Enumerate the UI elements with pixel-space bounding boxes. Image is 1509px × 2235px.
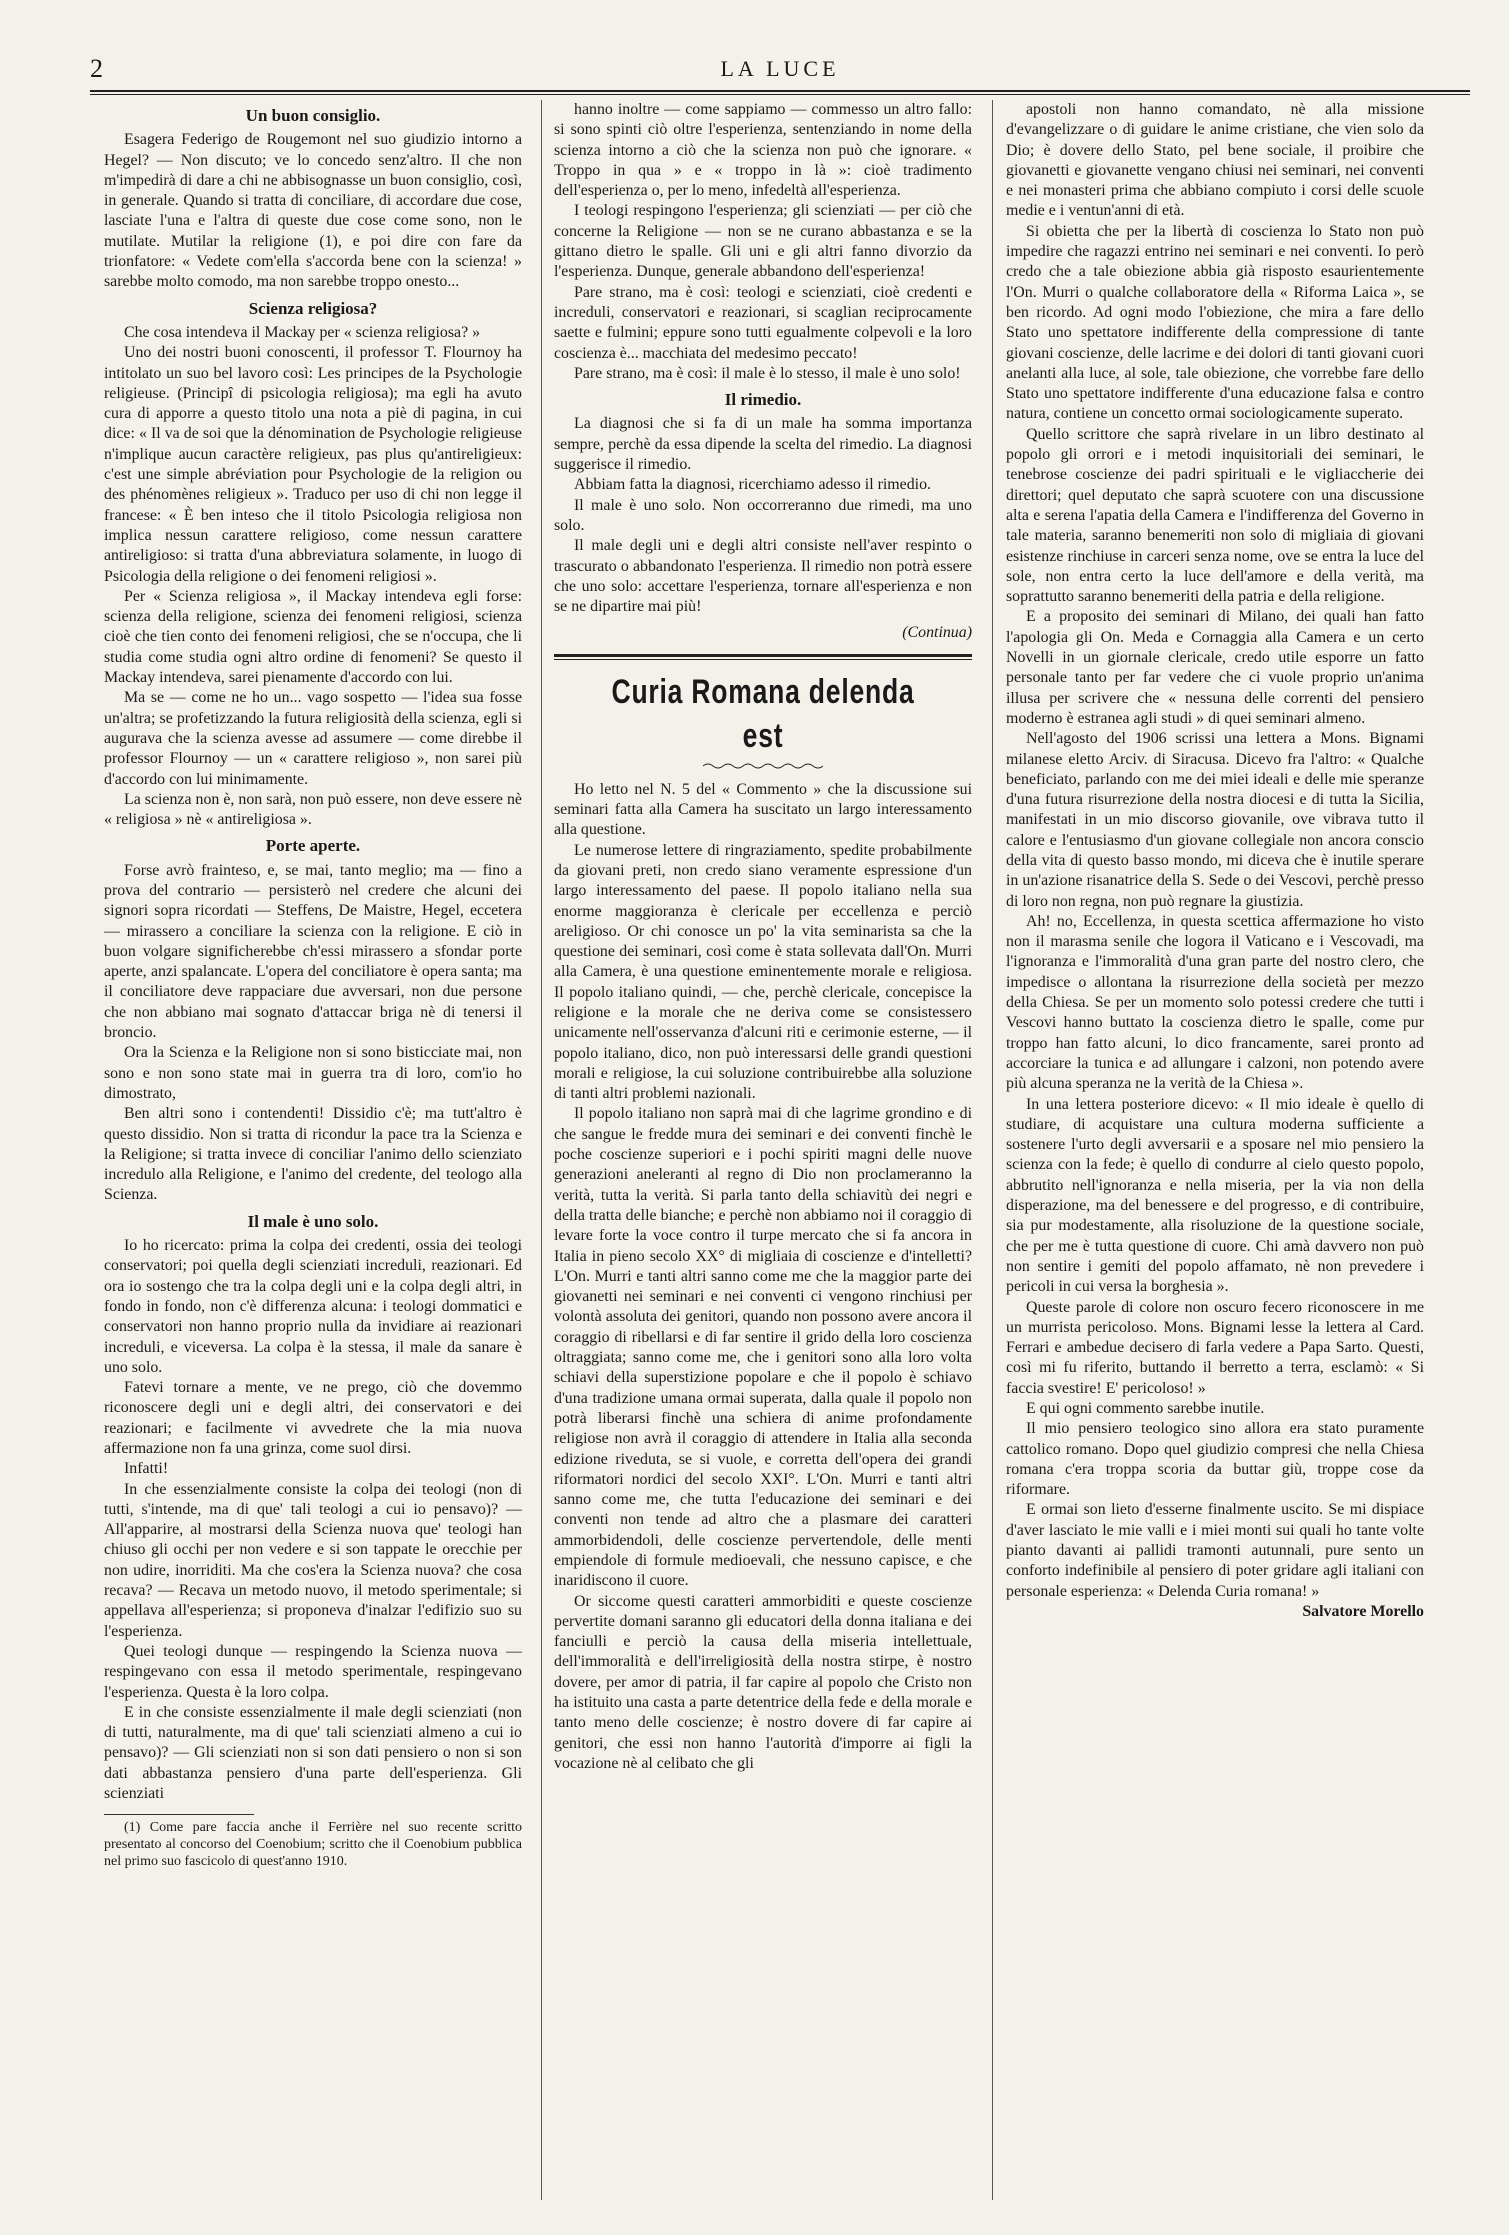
paragraph: Pare strano, ma è così: teologi e scienziati, cioè credenti e increduli, conservatori e reazionari, si scaglian reciprocamente saette e fulmini; eppure sono tutti egualmente colpevoli e la loro coscienza è... macchiata del medesimo peccato! [554,283,972,362]
paragraph: hanno inoltre — come sappiamo — commesso un altro fallo: si sono spinti ciò oltre l'esperienza, sentenziando in nome della scienza intorno a ciò che la scienza non può che ignorare. « Troppo in qua » e « troppo in là »: cioè tradimento dell'esperienza o, per lo meno, infedeltà all'esperienza. [554,101,972,200]
ornament-squiggle [703,762,823,770]
paragraph: Ma se — come ne ho un... vago sospetto — l'idea sua fosse un'altra; se profetizzando la futura religiosità della scienza, egli si augurava che la scienza avesse ad assumere — come direbbe il professor Flournoy — un « carattere religioso », non sarei più d'accordo con lui minimamente. [104,689,522,788]
article-divider [554,654,972,657]
section-heading: Un buon consiglio. [245,106,381,125]
section-heading: Scienza religiosa? [248,298,378,318]
paragraph: Per « Scienza religiosa », il Mackay intendeva egli forse: scienza della religione, scienza dei fenomeni religiosi, scienza cioè che tien conto dei fenomeni religiosi, che se n'occupa, che li studia come studia ogni altro ordine di fenomeni? Se questo il Mackay intendeva, sarei pienamente d'accordo con lui. [104,587,522,687]
page-number: 2 [90,54,103,83]
continued-note: (Continua) [902,624,972,642]
paragraph: In una lettera posteriore dicevo: « Il mio ideale è quello di studiare, di acquistare una cultura moderna sufficiente a sostenere l'urto degli avversarii e a sposare nel mio pensiero la scienza con la fede; è quello di condurre al cielo questo popolo, abbrutito nell'ignoranza e nella miseria, per la via non della disperazione, ma del benessere e del progresso, e di contribuire, sia pur modestamente, alla risoluzione de la questione sociale, che per me è tutta questione di cuore. Chi amà davvero non può non sentire i gemiti del popolo affamato, nè non prevedere i pericoli in cui versa la borghesia ». [1006,1095,1424,1296]
paragraph: Esagera Federigo de Rougemont nel suo giudizio intorno a Hegel? — Non discuto; ve lo concedo senz'altro. Il che non m'impedirà di dare a chi ne abbisognasse un buon consiglio, così, in generale. Quando si tratta di conciliare, di accordare due cose, lasciate l'una e l'altra di queste due cose come sono, non le mutilate. Mutilar la religione (1), e poi dire con fare da trionfatore: « Vedete com'ella s'accorda bene con la scienza! » sarebbe molto comodo, ma non sarebbe troppo onesto... [104,131,522,291]
paragraph: Ben altri sono i contendenti! Dissidio c'è; ma tutt'altro è questo dissidio. Non si tratta di ricondur la pace tra la Scienza e la Religione; si tratta invece di conciliar l'animo dello scienziato incredulo alla Religione, e l'animo del credente, del teologo alla Scienza. [104,1105,522,1204]
paragraph: Queste parole di colore non oscuro fecero riconoscere in me un murrista pericoloso. Mons. Bignami lesse la lettera al Card. Ferrari e ambedue decisero di farla vedere a Papa Sarto. Questi, così mi fu riferito, buttando il berretto a terra, esclamò: « Si faccia svestire! E' pericoloso! » [1006,1298,1424,1397]
author-signature: Salvatore Morello [1302,1602,1424,1620]
paragraph: Abbiam fatta la diagnosi, ricerchiamo adesso il rimedio. [574,476,931,494]
paragraph: E a proposito dei seminari di Milano, dei quali han fatto l'apologia gli On. Meda e Cornaggia alla Camera e un certo Novelli in un giornale clericale, credo utile esporre un fatto personale tanto per far vedere che ci vuole proprio un'anima illusa per scrivere che « nessuna delle correnti del pensiero moderno è estranea agli studi » di quei seminari almeno. [1006,608,1424,727]
paragraph: Ora la Scienza e la Religione non si sono bisticciate mai, non sono e non sono state mai in guerra tra di loro, com'io ho dimostrato, [104,1044,522,1102]
paragraph: Ho letto nel N. 5 del « Commento » che la discussione sui seminari fatta alla Camera ha suscitato un largo interessamento alla questione. [554,780,972,839]
paragraph: Forse avrò frainteso, e, se mai, tanto meglio; ma — fino a prova del contrario — persisterò nel credere che alcuni dei signori sopra ricordati — Steffens, De Maistre, Hegel, eccetera — mirassero a conciliare la scienza con la religione. E ciò in buon volgare significherebbe ch'essi mirassero a sfondar porte aperte, anzi spalancate. L'opera del conciliatore è opera santa; ma il conciliatore deve rappaciare due avversari, non due persone che non abbiano mai sognato d'attaccar briga nè di tenersi il broncio. [104,861,522,1042]
paragraph: Io ho ricercato: prima la colpa dei credenti, ossia dei teologi conservatori; poi quella degli scienziati increduli, reazionari. Ed ora io sostengo che tra la colpa degli uni e la colpa degli altri, in fondo in fondo, non c'è differenza alcuna: i teologi dommatici e conservatori non hanno proprio nulla da invidiare ai reazionari increduli, e viceversa. La colpa è la stessa, il male da sanare è uno solo. [104,1237,522,1376]
paragraph: Il popolo italiano non saprà mai di che lagrime grondino e di che sangue le fredde mura dei seminari e dei conventi finchè le poche coscienze superiori e i pochi spiriti magni delle nuove generazioni aneleranti al regno di Dio non proclameranno la verità, tutta la verità. Si parla tanto della schiavitù dei negri e della tratta delle bianche; e perchè non abbiamo noi il coraggio di levare forte la voce contro il turpe mercato che si fa ancora in Italia in pieno secolo XX° di migliaia di coscienze e d'intelletti? L'On. Murri e tanti altri sanno come me che la maggior parte dei giovanetti nei seminari e nei conventi ci vengono rinchiusi per volontà assoluta dei genitori, quando non possono avere ancora il coraggio di ribellarsi e di far sentire il grido della loro coscienza oltraggiata; sanno come me, che i genitori sono alla loro volta schiavi della superstizione popolare e che il popolo è schiavo d'una tradizione umana ormai superata, dalla quale il popolo non potrà liberarsi finchè una schiera di anime profondamente religiose non avrà il coraggio di attendere in Italia alla seconda edizione riveduta, se si vuole, e corretta dell'opera dei grandi riformatori nordici del secolo XXI°. L'On. Murri e tanti altri sanno come me, che tutta l'educazione dei seminari e dei conventi non tende ad altro che a plasmare dei caratteri ammorbidendoli, delle coscienze pervertendole, delle menti empiendole di formule medioevali, che nessuno capisce, e che inaridiscono il cuore. [554,1105,972,1590]
section-heading: Il rimedio. [724,390,802,410]
paragraph: Nell'agosto del 1906 scrissi una lettera a Mons. Bignami milanese eletto Arciv. di Siracusa. Dicevo fra l'altro: « Qualche beneficiato, parlando con me dei miei ideali e delle mie speranze d'una futura risurrezione della nostra diocesi e di tutta la Sicilia, manifestati in un mio discorso giovanile, ove vibrava tutto il calore e l'entusiasmo d'un giovane collegiale non ancora conscio della vita di questo basso mondo, mi diceva che è inutile sperare in un'azione risanatrice della S. Sede o dei Vescovi, perchè presso di loro non regna, non può regnare la giustizia. [1006,730,1424,910]
paragraph: Quei teologi dunque — respingendo la Scienza nuova — respingevano con essa il metodo sperimentale, respingevano l'esperienza. Questa è la loro colpa. [104,1642,522,1701]
footnote: (1) Come pare faccia anche il Ferrière nel suo recente scritto presentato al concorso del Coenobium; scritto che il Coenobium pubblica nel primo suo fascicolo di quest'anno 1910. [104,1820,522,1870]
paragraph: Il male degli uni e degli altri consiste nell'aver respinto o trascurato o abbandonato l'esperienza. Il rimedio non potrà essere che uno solo: accettare l'esperienza, tornare all'esperienza e non se ne dipartire mai più! [554,537,972,616]
paragraph: Il mio pensiero teologico sino allora era stato puramente cattolico romano. Dopo quel giudizio compresi che nella Chiesa romana c'era troppa scoria da buttar giù, troppe cose da riformare. [1006,1420,1424,1499]
section-heading: Porte aperte. [265,836,361,856]
header-rule-thin [90,94,1470,95]
paragraph: Si obietta che per la libertà di coscienza lo Stato non può impedire che ragazzi entrino nei seminari e nei conventi. Io però credo che a tale obiezione abbia già risposto esaurientemente l'On. Murri o qualche collaboratore della « Riforma Laica », se ben ricordo. Ad ogni modo l'obiezione, che mira a fare dello Stato uno spettatore indifferente della compressione di tante giovani coscienze, delle lacrime e dei dolori di tanti giovani cuori anelanti alla luce, al sole, tale obiezione, che vorrebbe fare dello Stato uno spettatore indifferente d'una educazione falsa e contro natura, contiene un concetto ormai sociologicamente superato. [1006,222,1424,423]
footnote-rule [104,1814,254,1815]
column-divider [541,100,542,2200]
column-1 [104,100,522,2225]
paragraph: Pare strano, ma è così: il male è lo stesso, il male è uno solo! [574,364,961,382]
page-header [90,50,1470,90]
paragraph: Il male è uno solo. Non occorreranno due rimedi, ma uno solo. [554,496,972,534]
paragraph: Uno dei nostri buoni conoscenti, il professor T. Flournoy ha intitolato un suo bel lavoro così: Les principes de la Psychologie religieuse. (Principî di psicologia religiosa); ma egli ha avuto cura di apporre a questo titolo una nota a piè di pagina, in cui dice: « Il va de soi que la dénomination de Psychologie religieuse n'implique aucun caractère religieux, pas plus qu'antireligieux: c'est une simple abréviation pour Psychologie de la religion ou des phénomènes religieux ». Traduco per uso di chi non legge il francese: « È ben inteso che il titolo Psicologia religiosa non implica nessun carattere religioso, come nessun carattere antireligioso: si tratta d'una abbreviatura solamente, in luogo di Psicologia della religione o dei fenomeni religiosi ». [104,344,522,585]
column-divider [992,100,993,2200]
masthead-title: LA LUCE [720,56,840,81]
paragraph: apostoli non hanno comandato, nè alla missione d'evangelizzare o di guidare le anime cristiane, che vien solo da Dio; è dovere dello Stato, pel bene sociale, il proibire che giovanetti e giovanette vengano chiusi nei seminari, nei conventi e nei monasteri prima che abbiano compiuto i corsi delle scuole medie e i ventun'anni di età. [1006,101,1424,220]
paragraph: In che essenzialmente consiste la colpa dei teologi (non di tutti, s'intende, ma di que' tali teologi a cui io pensavo)? — All'apparire, al mostrarsi della Scienza nuova que' teologi han chiuso gli occhi per non vedere e si son tappate le orecchie per non udire, inorriditi. Ma che cos'era la Scienza nuova? che cosa recava? — Recava un metodo nuovo, il metodo sperimentale; si appellava all'esperienza; si proponeva d'inalzar l'edifizio suo su l'esperienza. [104,1480,522,1640]
paragraph: Fatevi tornare a mente, ve ne prego, ciò che dovemmo riconoscere degli uni e degli altri, dei conservatori e dei reazionari; e facilmente vi avvedrete che la mia nuova affermazione non fa una grinza, come suol dirsi. [104,1379,522,1457]
paragraph: Quello scrittore che saprà rivelare in un libro destinato al popolo gli orrori e i metodi inquisitoriali dei seminari, le tenebrose coscienze dei padri spirituali e le vigliaccherie dei direttori; quel deputato che saprà scuotere con una discussione alta e serena l'apatia della Camera e l'indifferenza del Governo in tale materia, saranno benemeriti non solo di migliaia di giovani esistenze rinchiuse in carceri senza nome, ove se entra la luce del sole, non entra certo la luce dell'amore e della verità, ma soprattutto saranno benemeriti della patria e della religione. [1006,425,1424,606]
paragraph: E in che consiste essenzialmente il male degli scienziati (non di tutti, naturalmente, ma di que' tali scienziati almeno a cui io pensavo)? — Gli scienziati non si son dati pensiero o non si son dati abbastanza pensiero d'una parte dell'esperienza. Gli scienziati [104,1703,522,1803]
article-title: Curia Romana delenda est [611,672,915,755]
paragraph: Infatti! [124,1460,169,1478]
paragraph: Ah! no, Eccellenza, in questa scettica affermazione ho visto non il marasma senile che logora il Vaticano e i Vescovadi, ma l'ignoranza e l'immoralità d'una gran parte del nostro clero, che impedisce o allontana la risurrezione della società per mezzo della Chiesa. Se per un momento solo potessi credere che tutti i Vescovi hanno buttato la coscienza dietro le spalle, come pur troppo han fatto alcuni, lo dico francamente, sarei pronto ad accorciare la tunica e ad allungare i calzoni, non potendo avere più alcuna speranza ne la verità de la Chiesa ». [1006,912,1424,1093]
section-heading: Il male è uno solo. [247,1211,379,1231]
paragraph: Che cosa intendeva il Mackay per « scienza religiosa? » [124,323,481,341]
paragraph: La diagnosi che si fa di un male ha somma importanza sempre, perchè da essa dipende la scelta del rimedio. La diagnosi suggerisce il rimedio. [554,415,972,474]
paragraph: I teologi respingono l'esperienza; gli scienziati — per ciò che concerne la Religione — non se ne curano abbastanza e se la gittano dietro le spalle. Gli uni e gli altri fanno divorzio da l'esperienza. Dunque, generale abbandono dell'esperienza! [554,202,972,281]
column-2 [554,100,972,2225]
paragraph: La scienza non è, non sarà, non può essere, non deve essere nè « religiosa » nè « antireligiosa ». [104,790,522,829]
paragraph: Le numerose lettere di ringraziamento, spedite probabilmente da giovani preti, non credo siano veramente espressione d'un largo interessamento del paese. Il popolo italiano nella sua enorme maggioranza è clericale per eccellenza e perciò areligioso. Or chi conosce un po' la vita seminarista sa che la questione dei seminari, così come è stata sollevata dall'On. Murri alla Camera, è una questione eminentemente morale e religiosa. Il popolo italiano quindi, — che, perchè clericale, concepisce la religione e la morale che ne deriva come se consistessero unicamente nell'osservanza d'alcuni riti e cerimonie esterne, — il popolo italiano, dico, non può interessarsi delle grandi questioni morali e religiose, la cui soluzione contribuirebbe alla soluzione di tanti altri problemi nazionali. [554,841,972,1103]
column-3 [1006,100,1424,2225]
paragraph: Or siccome questi caratteri ammorbiditi e queste coscienze pervertite domani saranno gli educatori della donna italiana e dei fanciulli e perciò la causa della miseria intellettuale, dell'immoralità e dell'irreligiosità della nostra stirpe, è nostro dovere, per amor di patria, il far capire al popolo che Cristo non ha istituito una casta a parte detentrice della fede e della morale e tanto meno delle coscienze; è nostro dovere di far capire ai genitori, che essi non hanno l'autorità d'imporre ai figli la vocazione nè al celibato che gli [554,1592,972,1772]
paragraph: E qui ogni commento sarebbe inutile. [1026,1400,1265,1417]
paragraph: E ormai son lieto d'esserne finalmente uscito. Se mi dispiace d'aver lasciato le mie valli e i miei monti sui quali ho tante volte pianto davanti ai pallidi tramonti autunnali, pure sento un conforto indefinibile al pensiero di poter gridare agli italiani con personale esperienza: « Delenda Curia romana! » [1006,1501,1424,1600]
header-rule [90,90,1470,92]
article-divider-thin [554,659,972,660]
